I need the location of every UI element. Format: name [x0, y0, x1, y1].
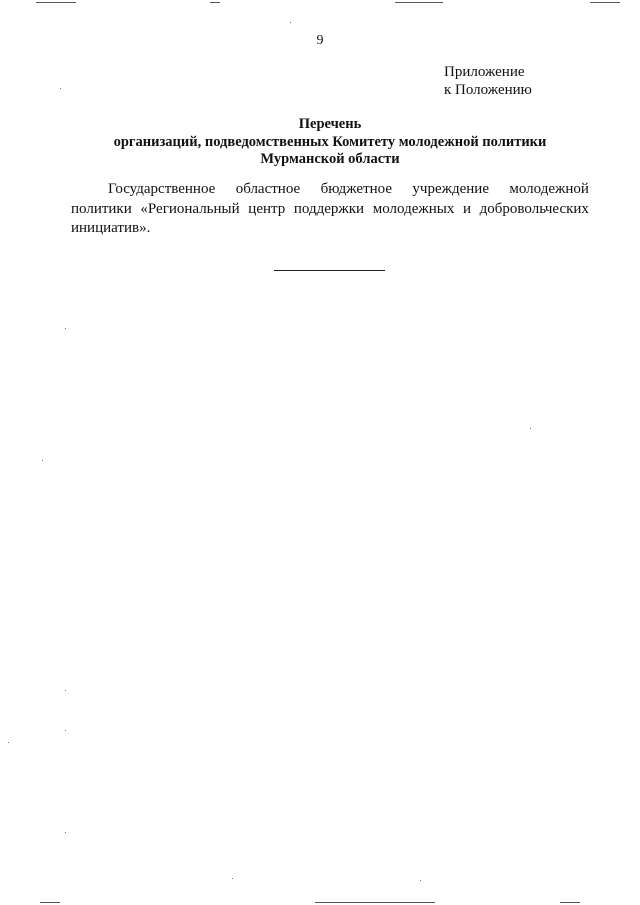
- heading-line-1: Перечень: [298, 116, 362, 132]
- heading-line-2: организаций, подведомственных Комитету молодежной политики: [113, 133, 547, 150]
- body-line-2: [71, 200, 589, 220]
- document-heading: [0, 116, 640, 169]
- appendix-line-2: к Положению: [444, 81, 532, 98]
- body-word: добровольческих: [479, 200, 589, 217]
- body-word: «Региональный: [140, 200, 240, 217]
- scan-speck: [65, 832, 66, 833]
- scan-speck: [290, 22, 291, 23]
- body-line-3: инициатив».: [71, 220, 151, 236]
- scan-speck: [42, 460, 43, 461]
- body-word: молодежной: [509, 181, 589, 197]
- scan-speck: [530, 428, 531, 429]
- body-paragraph: [71, 180, 589, 239]
- scan-edge-top-2: [210, 2, 220, 3]
- scan-speck: [65, 328, 66, 329]
- body-word: и: [462, 200, 472, 217]
- scan-edge-bottom-2: [315, 902, 435, 903]
- scan-speck: [232, 878, 233, 879]
- body-line-1: [71, 180, 589, 200]
- body-word: Государственное: [108, 181, 216, 197]
- body-word: областное: [235, 181, 301, 197]
- page-number: 9: [316, 33, 324, 48]
- body-word: поддержки: [293, 200, 365, 217]
- end-of-list-rule: [274, 270, 385, 271]
- scan-edge-bottom-1: [40, 902, 60, 903]
- scan-edge-top-3: [395, 2, 443, 3]
- scan-speck: [420, 880, 421, 881]
- body-word: политики: [71, 200, 132, 217]
- scan-edge-top-4: [590, 2, 620, 3]
- appendix-line-1: Приложение: [444, 64, 525, 80]
- scan-speck: [60, 88, 61, 89]
- body-word: молодежных: [372, 200, 455, 217]
- heading-line-3: Мурманской области: [260, 151, 400, 167]
- body-word: центр: [248, 200, 286, 217]
- body-word: бюджетное: [320, 181, 393, 197]
- scan-edge-top-1: [36, 2, 76, 3]
- scan-speck: [65, 730, 66, 731]
- body-word: учреждение: [412, 181, 489, 197]
- appendix-note: [444, 64, 532, 99]
- scan-speck: [65, 690, 66, 691]
- scan-speck: [8, 742, 9, 743]
- scan-edge-bottom-3: [560, 902, 580, 903]
